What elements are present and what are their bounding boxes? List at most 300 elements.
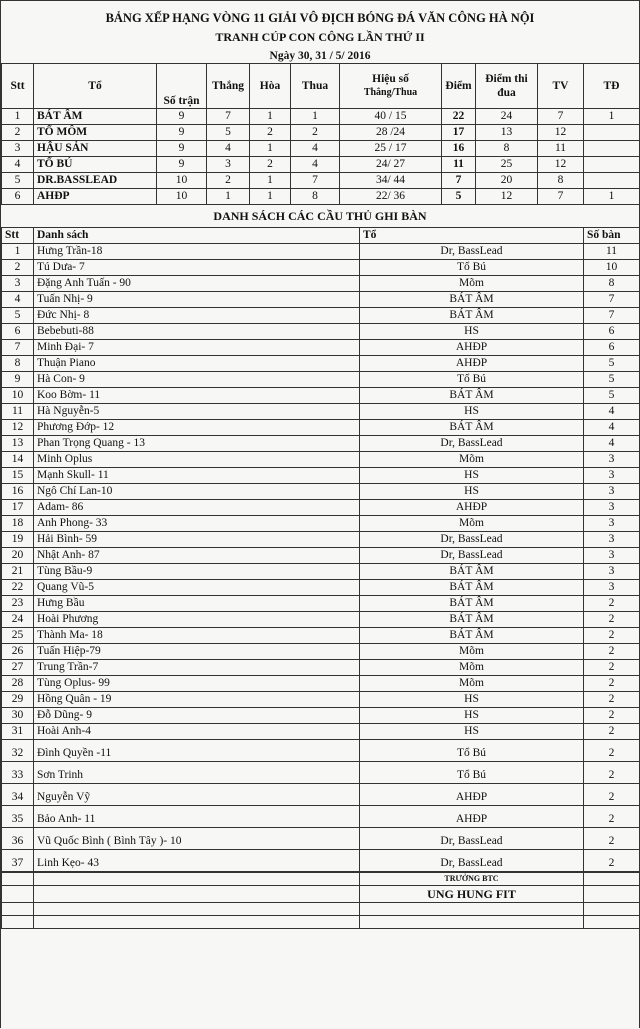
scorer-cell-stt: 8 <box>2 356 34 372</box>
scorer-cell-name: Đình Quyền -11 <box>34 740 360 762</box>
footer-cell <box>584 873 640 886</box>
scorer-cell-stt: 18 <box>2 516 34 532</box>
scorer-row <box>2 500 640 516</box>
scorer-cell-team: AHĐP <box>360 784 584 806</box>
footer-role: TRƯỞNG BTC <box>360 873 584 886</box>
standings-cell-team: BÁT ÂM <box>34 109 157 125</box>
standings-cell-diff: 22/ 36 <box>340 189 442 205</box>
standings-cell-played: 9 <box>157 157 207 173</box>
scorer-row <box>2 724 640 740</box>
scorer-cell-team: HS <box>360 692 584 708</box>
scorer-cell-team: Dr, BassLead <box>360 244 584 260</box>
scorer-cell-stt: 30 <box>2 708 34 724</box>
standings-row <box>2 109 640 125</box>
standings-cell-tv: 7 <box>538 109 584 125</box>
scorer-cell-stt: 11 <box>2 404 34 420</box>
footer-cell <box>2 903 34 916</box>
standings-cell-team: DR.BASSLEAD <box>34 173 157 189</box>
scorer-cell-name: Hoài Phương <box>34 612 360 628</box>
scorer-cell-name: Hà Nguyễn-5 <box>34 404 360 420</box>
scorer-row <box>2 388 640 404</box>
scorer-cell-goals: 2 <box>584 660 640 676</box>
scorers-header-stt: Stt <box>2 228 34 244</box>
standings-cell-played: 10 <box>157 189 207 205</box>
scorer-cell-team: BÁT ÂM <box>360 564 584 580</box>
scorer-row <box>2 612 640 628</box>
header-emulation: Điểm thi đua <box>476 64 538 109</box>
scorers-title: DANH SÁCH CÁC CẦU THỦ GHI BÀN <box>0 205 640 227</box>
scorer-cell-stt: 22 <box>2 580 34 596</box>
standings-cell-won: 4 <box>207 141 250 157</box>
scorer-cell-goals: 3 <box>584 500 640 516</box>
scorer-cell-team: Mõm <box>360 644 584 660</box>
footer-cell <box>2 886 34 903</box>
scorer-cell-team: Dr, BassLead <box>360 436 584 452</box>
standings-cell-drawn: 2 <box>250 125 291 141</box>
standings-cell-played: 9 <box>157 125 207 141</box>
document-title: BẢNG XẾP HẠNG VÒNG 11 GIẢI VÔ ĐỊCH BÓNG ĐÁ VĂN CÔNG HÀ NỘI <box>105 11 535 25</box>
scorer-row <box>2 596 640 612</box>
scorer-row <box>2 850 640 872</box>
standings-row <box>2 189 640 205</box>
scorer-row <box>2 452 640 468</box>
standings-cell-emulation: 25 <box>476 157 538 173</box>
scorer-row <box>2 828 640 850</box>
scorer-cell-stt: 7 <box>2 340 34 356</box>
scorer-cell-name: Trung Trần-7 <box>34 660 360 676</box>
scorer-cell-team: Mõm <box>360 276 584 292</box>
scorer-cell-stt: 3 <box>2 276 34 292</box>
scorer-row <box>2 244 640 260</box>
scorer-cell-goals: 4 <box>584 420 640 436</box>
standings-cell-emulation: 13 <box>476 125 538 141</box>
scorer-cell-goals: 2 <box>584 784 640 806</box>
scorer-cell-name: Tú Dưa- 7 <box>34 260 360 276</box>
scorer-cell-goals: 5 <box>584 356 640 372</box>
standings-body <box>2 109 640 205</box>
scorer-cell-team: Dr, BassLead <box>360 828 584 850</box>
header-td: TĐ <box>584 64 640 109</box>
scorer-cell-name: Hưng Trần-18 <box>34 244 360 260</box>
standings-row <box>2 125 640 141</box>
scorer-row <box>2 762 640 784</box>
scorer-cell-goals: 2 <box>584 762 640 784</box>
standings-cell-lost: 2 <box>291 125 340 141</box>
scorer-cell-stt: 20 <box>2 548 34 564</box>
scorer-cell-stt: 23 <box>2 596 34 612</box>
standings-row <box>2 173 640 189</box>
scorer-row <box>2 660 640 676</box>
scorer-cell-name: Quang Vũ-5 <box>34 580 360 596</box>
scorer-cell-stt: 24 <box>2 612 34 628</box>
scorer-cell-name: Linh Kẹo- 43 <box>34 850 360 872</box>
scorer-cell-name: Anh Phong- 33 <box>34 516 360 532</box>
standings-cell-emulation: 8 <box>476 141 538 157</box>
scorer-cell-team: Tổ Bú <box>360 372 584 388</box>
scorer-cell-stt: 27 <box>2 660 34 676</box>
standings-table <box>1 63 640 205</box>
scorer-cell-goals: 2 <box>584 724 640 740</box>
standings-cell-won: 2 <box>207 173 250 189</box>
standings-cell-tv: 12 <box>538 157 584 173</box>
standings-cell-points: 16 <box>442 141 476 157</box>
header-played: Số trận <box>157 64 207 109</box>
standings-cell-lost: 7 <box>291 173 340 189</box>
scorer-cell-goals: 6 <box>584 340 640 356</box>
scorer-cell-name: Minh Oplus <box>34 452 360 468</box>
scorer-cell-name: Nhật Anh- 87 <box>34 548 360 564</box>
scorer-cell-name: Adam- 86 <box>34 500 360 516</box>
scorer-cell-team: BÁT ÂM <box>360 580 584 596</box>
scorer-cell-stt: 36 <box>2 828 34 850</box>
standings-cell-team: HẬU SẢN <box>34 141 157 157</box>
scorer-cell-stt: 4 <box>2 292 34 308</box>
scorer-row <box>2 692 640 708</box>
header-diff <box>340 64 442 109</box>
scorer-cell-name: Phan Trọng Quang - 13 <box>34 436 360 452</box>
footer-cell <box>34 873 360 886</box>
scorer-cell-name: Sơn Trinh <box>34 762 360 784</box>
scorer-row <box>2 676 640 692</box>
scorer-cell-name: Tùng Bầu-9 <box>34 564 360 580</box>
scorer-cell-team: Dr, BassLead <box>360 548 584 564</box>
scorer-cell-team: Dr, BassLead <box>360 532 584 548</box>
scorer-cell-stt: 5 <box>2 308 34 324</box>
scorer-cell-name: Phương Đớp- 12 <box>34 420 360 436</box>
scorer-cell-team: Mõm <box>360 676 584 692</box>
standings-cell-drawn: 1 <box>250 109 291 125</box>
scorer-cell-goals: 6 <box>584 324 640 340</box>
scorer-cell-stt: 17 <box>2 500 34 516</box>
scorer-cell-goals: 10 <box>584 260 640 276</box>
standings-cell-stt: 6 <box>2 189 34 205</box>
standings-cell-points: 7 <box>442 173 476 189</box>
standings-cell-td <box>584 157 640 173</box>
scorer-cell-team: Mõm <box>360 452 584 468</box>
scorer-cell-goals: 2 <box>584 676 640 692</box>
standings-cell-team: TỔ BÚ <box>34 157 157 173</box>
scorer-cell-team: AHĐP <box>360 356 584 372</box>
footer-row-blank <box>2 916 640 929</box>
scorer-cell-name: Đỗ Dũng- 9 <box>34 708 360 724</box>
scorer-cell-stt: 2 <box>2 260 34 276</box>
scorer-row <box>2 372 640 388</box>
scorer-cell-goals: 2 <box>584 596 640 612</box>
standings-cell-diff: 25 / 17 <box>340 141 442 157</box>
scorer-cell-name: Koo Bờm- 11 <box>34 388 360 404</box>
scorer-cell-team: HS <box>360 468 584 484</box>
standings-cell-emulation: 24 <box>476 109 538 125</box>
standings-row <box>2 157 640 173</box>
scorer-cell-name: Vũ Quốc Bình ( Bình Tây )- 10 <box>34 828 360 850</box>
scorer-row <box>2 516 640 532</box>
scorer-cell-name: Tùng Oplus- 99 <box>34 676 360 692</box>
scorers-table <box>1 227 640 872</box>
scorer-cell-stt: 29 <box>2 692 34 708</box>
scorer-cell-team: BÁT ÂM <box>360 388 584 404</box>
standings-cell-played: 9 <box>157 109 207 125</box>
scorer-row <box>2 340 640 356</box>
standings-cell-tv: 7 <box>538 189 584 205</box>
scorer-row <box>2 308 640 324</box>
scorer-cell-team: HS <box>360 708 584 724</box>
scorer-row <box>2 806 640 828</box>
scorer-row <box>2 276 640 292</box>
standings-cell-stt: 4 <box>2 157 34 173</box>
standings-cell-td <box>584 173 640 189</box>
scorer-cell-name: Tuấn Nhị- 9 <box>34 292 360 308</box>
scorers-header-row <box>2 228 640 244</box>
standings-cell-tv: 12 <box>538 125 584 141</box>
scorer-row <box>2 532 640 548</box>
standings-cell-won: 7 <box>207 109 250 125</box>
scorer-row <box>2 484 640 500</box>
scorer-cell-goals: 2 <box>584 828 640 850</box>
scorer-cell-goals: 2 <box>584 850 640 872</box>
scorers-body <box>2 244 640 872</box>
scorer-cell-stt: 33 <box>2 762 34 784</box>
standings-cell-lost: 4 <box>291 157 340 173</box>
scorer-cell-goals: 2 <box>584 708 640 724</box>
standings-cell-drawn: 1 <box>250 141 291 157</box>
footer-cell <box>360 903 584 916</box>
scorer-row <box>2 324 640 340</box>
scorer-cell-goals: 2 <box>584 806 640 828</box>
standings-cell-drawn: 1 <box>250 189 291 205</box>
scorer-cell-stt: 12 <box>2 420 34 436</box>
scorer-cell-stt: 35 <box>2 806 34 828</box>
standings-cell-tv: 8 <box>538 173 584 189</box>
footer-table <box>1 872 640 929</box>
scorer-cell-name: Minh Đại- 7 <box>34 340 360 356</box>
scorer-cell-goals: 8 <box>584 276 640 292</box>
standings-cell-points: 11 <box>442 157 476 173</box>
scorer-row <box>2 404 640 420</box>
scorer-cell-goals: 5 <box>584 388 640 404</box>
scorers-header-goals: Số bàn <box>584 228 640 244</box>
scorer-cell-stt: 26 <box>2 644 34 660</box>
scorer-cell-goals: 2 <box>584 628 640 644</box>
scorer-cell-stt: 14 <box>2 452 34 468</box>
scorer-cell-goals: 5 <box>584 372 640 388</box>
scorer-cell-stt: 9 <box>2 372 34 388</box>
scorer-cell-team: AHĐP <box>360 806 584 828</box>
scorer-cell-team: Tổ Bú <box>360 762 584 784</box>
standings-header-row <box>2 64 640 109</box>
standings-cell-lost: 8 <box>291 189 340 205</box>
scorer-cell-stt: 19 <box>2 532 34 548</box>
scorer-row <box>2 260 640 276</box>
document-date: Ngày 30, 31 / 5/ 2016 <box>269 50 371 62</box>
scorer-cell-goals: 4 <box>584 436 640 452</box>
scorer-row <box>2 468 640 484</box>
scorer-cell-name: Hồng Quân - 19 <box>34 692 360 708</box>
footer-name: UNG HUNG FIT <box>360 886 584 903</box>
scorer-cell-name: Đức Nhị- 8 <box>34 308 360 324</box>
scorer-cell-stt: 1 <box>2 244 34 260</box>
header-stt: Stt <box>2 64 34 109</box>
standings-cell-team: TỔ MÔM <box>34 125 157 141</box>
footer-cell <box>584 903 640 916</box>
standings-row <box>2 141 640 157</box>
scorer-cell-goals: 2 <box>584 612 640 628</box>
standings-cell-emulation: 20 <box>476 173 538 189</box>
scorer-cell-goals: 11 <box>584 244 640 260</box>
scorer-cell-name: Bảo Anh- 11 <box>34 806 360 828</box>
scorer-cell-team: AHĐP <box>360 340 584 356</box>
scorer-cell-goals: 3 <box>584 564 640 580</box>
scorer-cell-team: Dr, BassLead <box>360 850 584 872</box>
standings-cell-stt: 1 <box>2 109 34 125</box>
standings-cell-drawn: 2 <box>250 157 291 173</box>
header-lost: Thua <box>291 64 340 109</box>
scorer-cell-goals: 3 <box>584 516 640 532</box>
scorer-cell-name: Ngô Chí Lan-10 <box>34 484 360 500</box>
scorer-cell-team: HS <box>360 324 584 340</box>
scorer-cell-goals: 2 <box>584 692 640 708</box>
scorers-header-team: Tổ <box>360 228 584 244</box>
footer-cell <box>34 886 360 903</box>
scorer-cell-stt: 10 <box>2 388 34 404</box>
scorer-cell-name: Hưng Bầu <box>34 596 360 612</box>
document-header <box>1 1 639 63</box>
scorer-row <box>2 644 640 660</box>
scorers-header-name: Danh sách <box>34 228 360 244</box>
scorer-cell-goals: 7 <box>584 292 640 308</box>
scorer-cell-stt: 32 <box>2 740 34 762</box>
footer-row-name <box>2 886 640 903</box>
standings-cell-tv: 11 <box>538 141 584 157</box>
scorer-cell-stt: 34 <box>2 784 34 806</box>
scorer-cell-team: Mõm <box>360 516 584 532</box>
scorer-cell-team: HS <box>360 404 584 420</box>
standings-cell-points: 17 <box>442 125 476 141</box>
header-diff-sub: Thắng/Thua <box>363 87 418 98</box>
scorer-cell-stt: 6 <box>2 324 34 340</box>
scorer-cell-goals: 7 <box>584 308 640 324</box>
scorer-cell-team: BÁT ÂM <box>360 596 584 612</box>
scorer-cell-team: BÁT ÂM <box>360 628 584 644</box>
standings-cell-stt: 3 <box>2 141 34 157</box>
scorer-row <box>2 420 640 436</box>
footer-cell <box>584 886 640 903</box>
scorer-cell-goals: 2 <box>584 644 640 660</box>
scorer-cell-goals: 3 <box>584 532 640 548</box>
standings-cell-points: 22 <box>442 109 476 125</box>
scorer-cell-goals: 3 <box>584 468 640 484</box>
scorer-row <box>2 580 640 596</box>
scorer-cell-name: Hải Bình- 59 <box>34 532 360 548</box>
standings-cell-diff: 24/ 27 <box>340 157 442 173</box>
scorer-cell-team: HS <box>360 484 584 500</box>
scorer-cell-stt: 16 <box>2 484 34 500</box>
scorer-row <box>2 740 640 762</box>
header-team: Tổ <box>34 64 157 109</box>
header-diff-label: Hiệu số <box>372 73 409 85</box>
scorer-row <box>2 784 640 806</box>
scorer-cell-team: Tổ Bú <box>360 740 584 762</box>
scorer-cell-goals: 3 <box>584 580 640 596</box>
scorer-cell-goals: 3 <box>584 484 640 500</box>
standings-cell-td: 1 <box>584 189 640 205</box>
scorer-cell-name: Thành Ma- 18 <box>34 628 360 644</box>
standings-cell-played: 9 <box>157 141 207 157</box>
scorer-row <box>2 356 640 372</box>
standings-cell-diff: 40 / 15 <box>340 109 442 125</box>
header-tv: TV <box>538 64 584 109</box>
standings-cell-stt: 2 <box>2 125 34 141</box>
header-points: Điểm <box>442 64 476 109</box>
scorer-cell-goals: 4 <box>584 404 640 420</box>
standings-cell-won: 5 <box>207 125 250 141</box>
scorer-cell-team: AHĐP <box>360 500 584 516</box>
scorer-cell-team: BÁT ÂM <box>360 612 584 628</box>
footer-row-blank <box>2 903 640 916</box>
scorer-cell-stt: 13 <box>2 436 34 452</box>
scorer-cell-stt: 28 <box>2 676 34 692</box>
footer-cell <box>584 916 640 929</box>
scorer-cell-goals: 3 <box>584 452 640 468</box>
header-drawn: Hòa <box>250 64 291 109</box>
scorer-row <box>2 436 640 452</box>
scorer-cell-name: Tuấn Hiệp-79 <box>34 644 360 660</box>
scorer-cell-team: BÁT ÂM <box>360 308 584 324</box>
standings-cell-team: AHĐP <box>34 189 157 205</box>
standings-cell-drawn: 1 <box>250 173 291 189</box>
footer-cell <box>2 916 34 929</box>
footer-cell <box>34 916 360 929</box>
standings-cell-td <box>584 141 640 157</box>
standings-cell-diff: 28 /24 <box>340 125 442 141</box>
scorer-cell-stt: 15 <box>2 468 34 484</box>
scorer-cell-team: Mõm <box>360 660 584 676</box>
scorer-cell-stt: 25 <box>2 628 34 644</box>
standings-cell-td: 1 <box>584 109 640 125</box>
scorer-cell-goals: 3 <box>584 548 640 564</box>
standings-cell-stt: 5 <box>2 173 34 189</box>
scorer-cell-goals: 2 <box>584 740 640 762</box>
scorer-cell-name: Nguyễn Vỹ <box>34 784 360 806</box>
scorer-cell-team: Tổ Bú <box>360 260 584 276</box>
standings-cell-won: 3 <box>207 157 250 173</box>
scorer-row <box>2 564 640 580</box>
document-subtitle: TRANH CÚP CON CÔNG LẦN THỨ II <box>215 30 425 44</box>
scorer-cell-name: Hoài Anh-4 <box>34 724 360 740</box>
footer-cell <box>34 903 360 916</box>
standings-cell-lost: 1 <box>291 109 340 125</box>
scorer-cell-team: BÁT ÂM <box>360 420 584 436</box>
scorer-row <box>2 628 640 644</box>
scorer-cell-stt: 31 <box>2 724 34 740</box>
scorer-cell-stt: 21 <box>2 564 34 580</box>
header-won: Thắng <box>207 64 250 109</box>
standings-cell-won: 1 <box>207 189 250 205</box>
scorer-cell-name: Thuận Piano <box>34 356 360 372</box>
scorer-cell-team: BÁT ÂM <box>360 292 584 308</box>
standings-cell-points: 5 <box>442 189 476 205</box>
scorer-cell-name: Đặng Anh Tuấn - 90 <box>34 276 360 292</box>
scorer-cell-name: Hà Con- 9 <box>34 372 360 388</box>
scorer-cell-team: HS <box>360 724 584 740</box>
standings-cell-lost: 4 <box>291 141 340 157</box>
standings-cell-emulation: 12 <box>476 189 538 205</box>
scorer-cell-name: Mạnh Skull- 11 <box>34 468 360 484</box>
footer-cell <box>360 916 584 929</box>
scorer-cell-stt: 37 <box>2 850 34 872</box>
scorer-row <box>2 708 640 724</box>
scorer-row <box>2 548 640 564</box>
standings-cell-td <box>584 125 640 141</box>
